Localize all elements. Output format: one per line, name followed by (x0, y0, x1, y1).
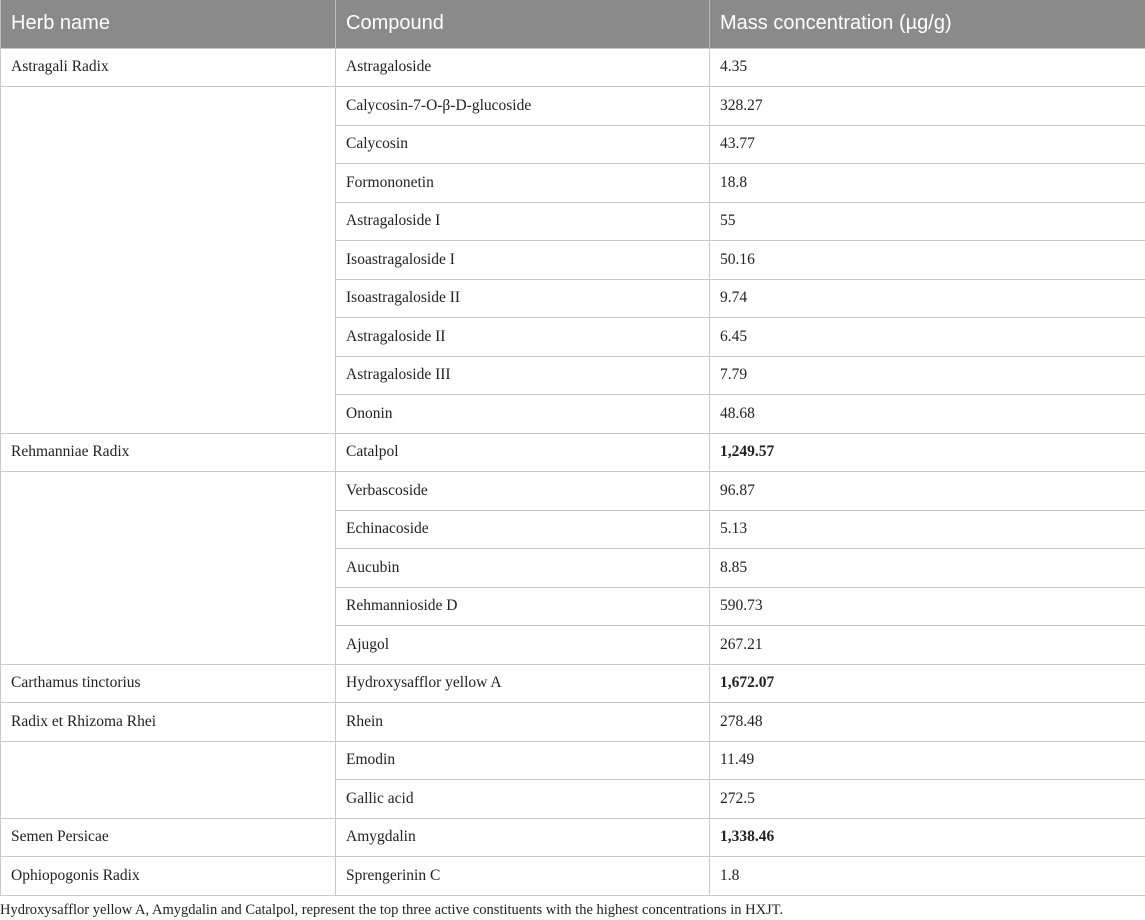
value-cell-highlight: 1,249.57 (710, 433, 1145, 472)
herb-cell: Rehmanniae Radix (1, 433, 336, 472)
herb-cell: Carthamus tinctorius (1, 664, 336, 703)
compound-cell: Isoastragaloside I (336, 241, 710, 280)
compound-cell: Ononin (336, 395, 710, 434)
table-header (1, 0, 1145, 48)
compound-cell: Astragaloside I (336, 202, 710, 241)
herb-cell: Ophiopogonis Radix (1, 857, 336, 896)
compound-cell: Formononetin (336, 164, 710, 203)
table-row (1, 87, 1145, 126)
header-compound: Compound (336, 0, 710, 48)
compound-cell: Verbascoside (336, 472, 710, 511)
compound-cell: Rehmannioside D (336, 587, 710, 626)
herb-cell-empty (1, 741, 336, 818)
table-row (1, 703, 1145, 742)
header-mass-concentration: Mass concentration (µg/g) (710, 0, 1145, 48)
compound-cell: Rhein (336, 703, 710, 742)
compound-cell: Emodin (336, 741, 710, 780)
value-cell: 9.74 (710, 279, 1145, 318)
value-cell: 11.49 (710, 741, 1145, 780)
table-row (1, 48, 1145, 87)
value-cell: 50.16 (710, 241, 1145, 280)
value-cell: 6.45 (710, 318, 1145, 357)
table-body (1, 48, 1145, 895)
compound-cell: Hydroxysafflor yellow A (336, 664, 710, 703)
value-cell: 1.8 (710, 857, 1145, 896)
compound-cell: Catalpol (336, 433, 710, 472)
table-row (1, 472, 1145, 511)
value-cell-highlight: 1,338.46 (710, 818, 1145, 857)
value-cell: 18.8 (710, 164, 1145, 203)
compound-cell: Amygdalin (336, 818, 710, 857)
table-row (1, 857, 1145, 896)
compound-cell: Echinacoside (336, 510, 710, 549)
herb-cell-empty (1, 87, 336, 434)
compound-cell: Calycosin (336, 125, 710, 164)
value-cell: 328.27 (710, 87, 1145, 126)
compound-cell: Gallic acid (336, 780, 710, 819)
table-footnote: Hydroxysafflor yellow A, Amygdalin and Catalpol, represent the top three active constituents with the highest concentrations in HXJT. (0, 902, 784, 918)
herb-cell-empty (1, 472, 336, 665)
compound-cell: Ajugol (336, 626, 710, 665)
value-cell-highlight: 1,672.07 (710, 664, 1145, 703)
compound-cell: Aucubin (336, 549, 710, 588)
value-cell: 8.85 (710, 549, 1145, 588)
value-cell: 43.77 (710, 125, 1145, 164)
table-row (1, 664, 1145, 703)
value-cell: 590.73 (710, 587, 1145, 626)
herb-cell: Radix et Rhizoma Rhei (1, 703, 336, 742)
value-cell: 48.68 (710, 395, 1145, 434)
value-cell: 55 (710, 202, 1145, 241)
value-cell: 278.48 (710, 703, 1145, 742)
compound-cell: Astragaloside II (336, 318, 710, 357)
value-cell: 7.79 (710, 356, 1145, 395)
value-cell: 5.13 (710, 510, 1145, 549)
compound-cell: Astragaloside III (336, 356, 710, 395)
header-herb-name: Herb name (1, 0, 336, 48)
compound-cell: Isoastragaloside II (336, 279, 710, 318)
value-cell: 272.5 (710, 780, 1145, 819)
table-row (1, 433, 1145, 472)
compound-cell: Calycosin-7-O-β-D-glucoside (336, 87, 710, 126)
value-cell: 267.21 (710, 626, 1145, 665)
header-row (1, 0, 1145, 48)
table-row (1, 818, 1145, 857)
compound-cell: Sprengerinin C (336, 857, 710, 896)
herb-cell: Astragali Radix (1, 48, 336, 87)
table-row (1, 741, 1145, 780)
compound-cell: Astragaloside (336, 48, 710, 87)
value-cell: 4.35 (710, 48, 1145, 87)
herb-cell: Semen Persicae (1, 818, 336, 857)
value-cell: 96.87 (710, 472, 1145, 511)
